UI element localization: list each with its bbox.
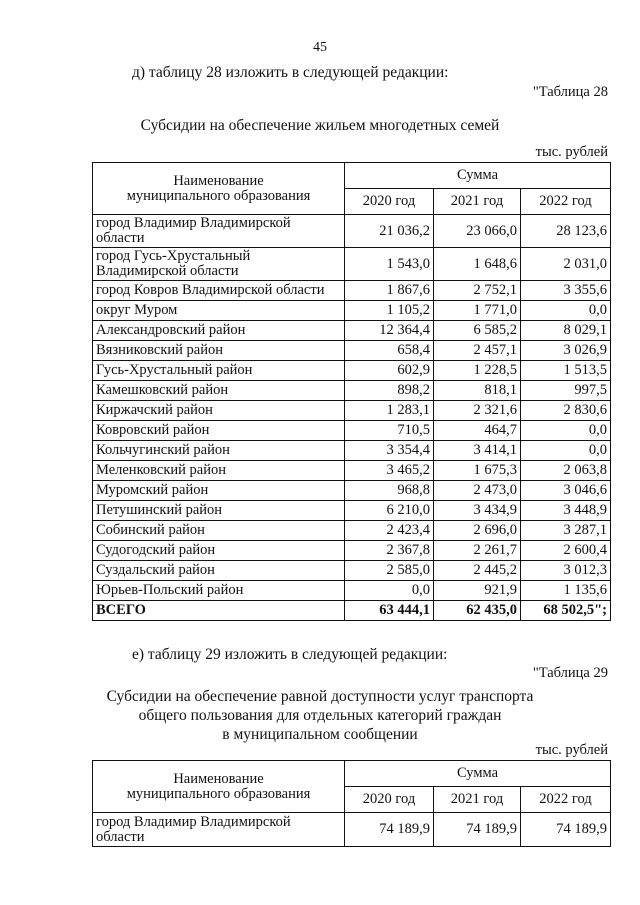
row-name: город Владимир Владимирской области	[93, 215, 345, 248]
value-2022: 997,5	[521, 381, 611, 401]
value-2022: 0,0	[521, 301, 611, 321]
header-sum: Сумма	[345, 163, 611, 189]
table-row	[93, 281, 611, 301]
value-2020: 710,5	[345, 421, 434, 441]
header-2022: 2022 год	[521, 787, 611, 813]
total-2021: 62 435,0	[434, 601, 521, 621]
table-row	[93, 381, 611, 401]
row-name: Ковровский район	[93, 421, 345, 441]
value-2022: 2 063,8	[521, 461, 611, 481]
table-28-title: Субсидии на обеспечение жильем многодетных семей	[140, 117, 500, 134]
table-row	[93, 813, 611, 847]
table-total-row	[93, 601, 611, 621]
value-2021: 3 434,9	[434, 501, 521, 521]
value-2020: 602,9	[345, 361, 434, 381]
value-2020: 2 367,8	[345, 541, 434, 561]
table-29-unit: тыс. рублей	[535, 742, 608, 758]
value-2022: 3 012,3	[521, 561, 611, 581]
table-row	[93, 421, 611, 441]
total-2020: 63 444,1	[345, 601, 434, 621]
value-2021: 3 414,1	[434, 441, 521, 461]
value-2020: 3 465,2	[345, 461, 434, 481]
value-2022: 28 123,6	[521, 215, 611, 248]
value-2020: 1 105,2	[345, 301, 434, 321]
value-2020: 968,8	[345, 481, 434, 501]
row-name: Суздальский район	[93, 561, 345, 581]
value-2021: 1 648,6	[434, 248, 521, 281]
row-name: Петушинский район	[93, 501, 345, 521]
value-2021: 818,1	[434, 381, 521, 401]
total-label: ВСЕГО	[93, 601, 345, 621]
value-2021: 2 445,2	[434, 561, 521, 581]
table-row	[93, 361, 611, 381]
header-2021: 2021 год	[434, 189, 521, 215]
header-name-line1: Наименование	[173, 172, 264, 189]
row-name: Муромский район	[93, 481, 345, 501]
value-2022: 3 355,6	[521, 281, 611, 301]
page-number: 45	[313, 40, 327, 55]
table-28	[92, 162, 611, 621]
table-row	[93, 481, 611, 501]
value-2020: 3 354,4	[345, 441, 434, 461]
row-name: Юрьев-Польский район	[93, 581, 345, 601]
table-29-title-line2: общего пользования для отдельных категорий граждан	[138, 707, 502, 724]
table-row	[93, 561, 611, 581]
header-name-line2: муниципального образования	[126, 187, 311, 204]
value-2022: 3 026,9	[521, 341, 611, 361]
row-name: Александровский район	[93, 321, 345, 341]
value-2021: 2 696,0	[434, 521, 521, 541]
value-2022: 2 031,0	[521, 248, 611, 281]
row-name: город Владимир Владимирской области	[93, 813, 345, 847]
value-2022: 2 830,6	[521, 401, 611, 421]
value-2021: 74 189,9	[434, 813, 521, 847]
value-2021: 464,7	[434, 421, 521, 441]
header-2020: 2020 год	[345, 787, 434, 813]
table-row	[93, 248, 611, 281]
row-name: округ Муром	[93, 301, 345, 321]
value-2021: 2 752,1	[434, 281, 521, 301]
value-2022: 3 287,1	[521, 521, 611, 541]
table-row	[93, 321, 611, 341]
value-2022: 74 189,9	[521, 813, 611, 847]
row-name: город Ковров Владимирской области	[93, 281, 345, 301]
value-2021: 2 473,0	[434, 481, 521, 501]
value-2022: 1 513,5	[521, 361, 611, 381]
table-row	[93, 441, 611, 461]
table-row	[93, 341, 611, 361]
row-name: город Гусь-Хрустальный Владимирской области	[93, 248, 345, 281]
value-2021: 2 261,7	[434, 541, 521, 561]
header-2020: 2020 год	[345, 189, 434, 215]
table-29	[92, 760, 611, 847]
value-2020: 658,4	[345, 341, 434, 361]
value-2020: 6 210,0	[345, 501, 434, 521]
value-2022: 1 135,6	[521, 581, 611, 601]
value-2020: 21 036,2	[345, 215, 434, 248]
row-name: Киржачский район	[93, 401, 345, 421]
value-2020: 2 423,4	[345, 521, 434, 541]
table-row	[93, 461, 611, 481]
table-row	[93, 501, 611, 521]
row-name: Гусь-Хрустальный район	[93, 361, 345, 381]
section-d-intro: д) таблицу 28 изложить в следующей редакции:	[132, 64, 449, 81]
value-2020: 1 543,0	[345, 248, 434, 281]
value-2021: 23 066,0	[434, 215, 521, 248]
header-name	[93, 761, 345, 813]
value-2021: 2 457,1	[434, 341, 521, 361]
value-2022: 8 029,1	[521, 321, 611, 341]
header-2022: 2022 год	[521, 189, 611, 215]
value-2021: 1 771,0	[434, 301, 521, 321]
row-name: Меленковский район	[93, 461, 345, 481]
value-2022: 2 600,4	[521, 541, 611, 561]
value-2020: 2 585,0	[345, 561, 434, 581]
value-2021: 1 228,5	[434, 361, 521, 381]
row-name: Камешковский район	[93, 381, 345, 401]
table-29-label: "Таблица 29	[532, 665, 608, 681]
value-2020: 74 189,9	[345, 813, 434, 847]
table-29-title-line3: в муниципальном сообщении	[222, 726, 418, 743]
header-name-line2: муниципального образования	[126, 785, 311, 802]
row-name: Вязниковский район	[93, 341, 345, 361]
row-name: Судогодский район	[93, 541, 345, 561]
value-2022: 0,0	[521, 441, 611, 461]
header-name-line1: Наименование	[173, 770, 264, 787]
table-row	[93, 541, 611, 561]
value-2022: 3 448,9	[521, 501, 611, 521]
value-2022: 3 046,6	[521, 481, 611, 501]
value-2020: 1 283,1	[345, 401, 434, 421]
table-29-title-line1: Субсидии на обеспечение равной доступности услуг транспорта	[106, 688, 534, 705]
table-28-label: "Таблица 28	[532, 84, 608, 100]
value-2021: 6 585,2	[434, 321, 521, 341]
row-name: Кольчугинский район	[93, 441, 345, 461]
value-2021: 2 321,6	[434, 401, 521, 421]
value-2020: 12 364,4	[345, 321, 434, 341]
table-row	[93, 581, 611, 601]
header-2021: 2021 год	[434, 787, 521, 813]
header-sum: Сумма	[345, 761, 611, 787]
table-row	[93, 521, 611, 541]
total-2022: 68 502,5";	[521, 601, 611, 621]
value-2021: 1 675,3	[434, 461, 521, 481]
header-name	[93, 163, 345, 215]
value-2022: 0,0	[521, 421, 611, 441]
value-2020: 898,2	[345, 381, 434, 401]
row-name: Собинский район	[93, 521, 345, 541]
table-row	[93, 401, 611, 421]
value-2020: 1 867,6	[345, 281, 434, 301]
table-row	[93, 215, 611, 248]
table-28-unit: тыс. рублей	[535, 144, 608, 160]
table-row	[93, 301, 611, 321]
section-e-intro: е) таблицу 29 изложить в следующей редакции:	[132, 646, 448, 663]
value-2020: 0,0	[345, 581, 434, 601]
value-2021: 921,9	[434, 581, 521, 601]
